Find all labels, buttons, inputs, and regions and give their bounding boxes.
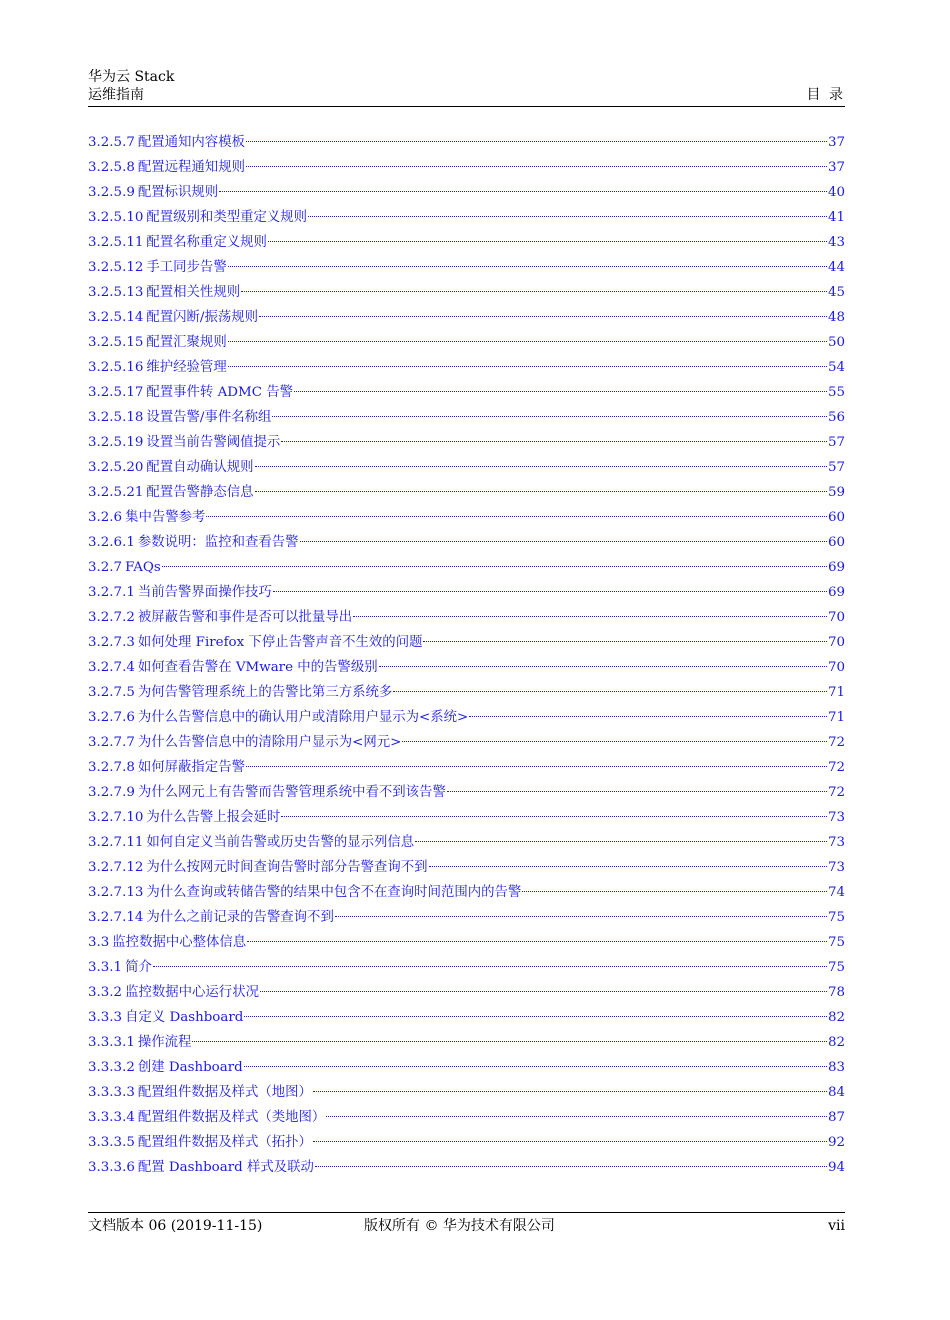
toc-entry-page: 56 xyxy=(827,410,845,425)
toc-entry-number: 3.2.7.1 xyxy=(88,585,135,600)
toc-entry[interactable] xyxy=(88,234,845,259)
toc-entry-title: 当前告警界面操作技巧 xyxy=(137,585,272,600)
toc-entry-number: 3.2.7.10 xyxy=(88,810,144,825)
footer-copyright: 版权所有 © 华为技术有限公司 xyxy=(364,1218,555,1234)
toc-dot-leader xyxy=(272,416,827,417)
toc-dot-leader xyxy=(308,216,827,217)
toc-entry-title: 配置组件数据及样式（类地图） xyxy=(137,1110,326,1125)
toc-dot-leader xyxy=(244,1066,827,1067)
toc-entry-title: 参数说明：监控和查看告警 xyxy=(137,535,299,550)
toc-entry-page: 72 xyxy=(827,760,845,775)
toc-entry[interactable] xyxy=(88,1009,845,1034)
toc-dot-leader xyxy=(522,891,827,892)
toc-entry[interactable] xyxy=(88,884,845,909)
toc-entry-number: 3.3 xyxy=(88,935,110,950)
toc-entry-page: 59 xyxy=(827,485,845,500)
toc-entry[interactable] xyxy=(88,384,845,409)
toc-entry[interactable] xyxy=(88,134,845,159)
toc-dot-leader xyxy=(415,841,827,842)
toc-entry-title: 如何自定义当前告警或历史告警的显示列信息 xyxy=(146,835,415,850)
toc-entry-number: 3.2.5.12 xyxy=(88,260,144,275)
toc-entry-number: 3.2.7.7 xyxy=(88,735,135,750)
toc-entry[interactable] xyxy=(88,434,845,459)
toc-entry-number: 3.3.3.6 xyxy=(88,1160,135,1175)
toc-dot-leader xyxy=(379,666,827,667)
toc-dot-leader xyxy=(162,566,827,567)
toc-entry[interactable] xyxy=(88,1059,845,1084)
toc-entry-page: 37 xyxy=(827,135,845,150)
toc-entry-number: 3.3.3.1 xyxy=(88,1035,135,1050)
toc-dot-leader xyxy=(335,916,827,917)
toc-entry[interactable] xyxy=(88,1159,845,1184)
toc-entry-title: 配置 Dashboard 样式及联动 xyxy=(137,1160,314,1175)
toc-entry-page: 83 xyxy=(827,1060,845,1075)
toc-entry[interactable] xyxy=(88,734,845,759)
toc-entry-title: 配置事件转 ADMC 告警 xyxy=(146,385,293,400)
toc-entry-page: 45 xyxy=(827,285,845,300)
toc-dot-leader xyxy=(273,591,827,592)
toc-entry[interactable] xyxy=(88,1084,845,1109)
toc-entry-title: 自定义 Dashboard xyxy=(125,1010,244,1025)
toc-entry-title: 操作流程 xyxy=(137,1035,192,1050)
toc-entry-page: 69 xyxy=(827,560,845,575)
toc-entry-title: 配置相关性规则 xyxy=(146,285,241,300)
toc-entry-number: 3.3.3.5 xyxy=(88,1135,135,1150)
toc-entry-title: 配置级别和类型重定义规则 xyxy=(146,210,308,225)
toc-dot-leader xyxy=(259,316,827,317)
toc-dot-leader xyxy=(402,741,827,742)
toc-entry-title: 设置当前告警阈值提示 xyxy=(146,435,281,450)
toc-entry-title: 如何屏蔽指定告警 xyxy=(137,760,245,775)
toc-entry-number: 3.3.3 xyxy=(88,1010,123,1025)
toc-dot-leader xyxy=(326,1116,827,1117)
toc-entry-title: 为什么之前记录的告警查询不到 xyxy=(146,910,334,925)
toc-entry[interactable] xyxy=(88,909,845,934)
toc-entry[interactable] xyxy=(88,184,845,209)
header-section: 目 录 xyxy=(806,87,845,103)
toc-dot-leader xyxy=(246,166,827,167)
toc-entry[interactable] xyxy=(88,984,845,1009)
toc-entry[interactable] xyxy=(88,409,845,434)
toc-entry-title: 为什么告警上报会延时 xyxy=(146,810,281,825)
toc-entry-number: 3.2.7.8 xyxy=(88,760,135,775)
toc-entry-number: 3.2.5.7 xyxy=(88,135,135,150)
toc-entry-number: 3.2.5.9 xyxy=(88,185,135,200)
toc-dot-leader xyxy=(393,691,827,692)
toc-entry-page: 82 xyxy=(827,1010,845,1025)
toc-entry[interactable] xyxy=(88,1134,845,1159)
toc-entry-number: 3.2.7.6 xyxy=(88,710,135,725)
toc-entry-number: 3.2.7.5 xyxy=(88,685,135,700)
toc-entry[interactable] xyxy=(88,1109,845,1134)
toc-dot-leader xyxy=(206,516,827,517)
toc-entry-number: 3.2.5.11 xyxy=(88,235,144,250)
toc-entry-number: 3.2.5.20 xyxy=(88,460,144,475)
toc-dot-leader xyxy=(353,616,827,617)
toc-entry-page: 78 xyxy=(827,985,845,1000)
toc-entry-page: 72 xyxy=(827,735,845,750)
toc-entry[interactable] xyxy=(88,1034,845,1059)
toc-entry[interactable] xyxy=(88,609,845,634)
toc-entry[interactable] xyxy=(88,209,845,234)
toc-entry[interactable] xyxy=(88,634,845,659)
toc-entry[interactable] xyxy=(88,859,845,884)
toc-entry-number: 3.2.5.21 xyxy=(88,485,144,500)
toc-dot-leader xyxy=(281,816,827,817)
toc-entry-number: 3.2.5.15 xyxy=(88,335,144,350)
toc-entry-title: 配置远程通知规则 xyxy=(137,160,245,175)
toc-entry[interactable] xyxy=(88,659,845,684)
toc-dot-leader xyxy=(423,641,826,642)
toc-entry-number: 3.2.7.11 xyxy=(88,835,144,850)
toc-dot-leader xyxy=(447,791,827,792)
toc-dot-leader xyxy=(429,866,827,867)
toc-entry-title: 配置组件数据及样式（拓扑） xyxy=(137,1135,312,1150)
toc-entry-page: 71 xyxy=(827,685,845,700)
toc-entry-page: 84 xyxy=(827,1085,845,1100)
toc-entry-page: 60 xyxy=(827,535,845,550)
toc-entry[interactable] xyxy=(88,459,845,484)
toc-entry-title: 为什么告警信息中的清除用户显示为<网元> xyxy=(137,735,402,750)
toc-entry-title: 配置标识规则 xyxy=(137,185,219,200)
toc-entry-number: 3.2.6.1 xyxy=(88,535,135,550)
toc-entry-number: 3.3.1 xyxy=(88,960,123,975)
toc-dot-leader xyxy=(247,941,827,942)
toc-entry[interactable] xyxy=(88,509,845,534)
toc-entry-title: 配置通知内容模板 xyxy=(137,135,245,150)
toc-entry-page: 55 xyxy=(827,385,845,400)
toc-entry-number: 3.2.5.10 xyxy=(88,210,144,225)
toc-entry-title: 如何查看告警在 VMware 中的告警级别 xyxy=(137,660,378,675)
page-footer xyxy=(88,1212,845,1239)
table-of-contents xyxy=(88,134,845,1184)
toc-entry-page: 60 xyxy=(827,510,845,525)
toc-entry-title: 维护经验管理 xyxy=(146,360,227,375)
toc-dot-leader xyxy=(300,541,827,542)
toc-entry[interactable] xyxy=(88,684,845,709)
toc-dot-leader xyxy=(281,441,827,442)
toc-dot-leader xyxy=(153,966,827,967)
toc-entry-title: 简介 xyxy=(125,960,152,975)
toc-entry-number: 3.2.7.9 xyxy=(88,785,135,800)
toc-entry-page: 54 xyxy=(827,360,845,375)
toc-entry-page: 50 xyxy=(827,335,845,350)
toc-entry-title: 配置自动确认规则 xyxy=(146,460,254,475)
toc-entry[interactable] xyxy=(88,484,845,509)
toc-entry-page: 43 xyxy=(827,235,845,250)
header-product: 华为云 Stack xyxy=(88,69,175,85)
toc-entry[interactable] xyxy=(88,834,845,859)
toc-entry-title: 监控数据中心整体信息 xyxy=(112,935,247,950)
toc-entry-page: 82 xyxy=(827,1035,845,1050)
toc-entry-number: 3.3.3.4 xyxy=(88,1110,135,1125)
toc-entry-title: 为什么网元上有告警而告警管理系统中看不到该告警 xyxy=(137,785,446,800)
toc-entry[interactable] xyxy=(88,334,845,359)
toc-dot-leader xyxy=(219,191,827,192)
toc-entry-number: 3.2.5.18 xyxy=(88,410,144,425)
toc-entry-page: 44 xyxy=(827,260,845,275)
toc-entry[interactable] xyxy=(88,759,845,784)
toc-entry-number: 3.3.2 xyxy=(88,985,123,1000)
toc-entry-title: 为何告警管理系统上的告警比第三方系统多 xyxy=(137,685,393,700)
toc-entry-number: 3.2.7.4 xyxy=(88,660,135,675)
toc-dot-leader xyxy=(241,291,827,292)
toc-entry-number: 3.3.3.3 xyxy=(88,1085,135,1100)
toc-entry-page: 57 xyxy=(827,435,845,450)
toc-entry[interactable] xyxy=(88,284,845,309)
toc-dot-leader xyxy=(228,266,827,267)
toc-dot-leader xyxy=(260,991,827,992)
toc-entry-number: 3.2.5.16 xyxy=(88,360,144,375)
toc-entry-number: 3.2.7.3 xyxy=(88,635,135,650)
toc-dot-leader xyxy=(246,766,827,767)
toc-entry-title: 设置告警/事件名称组 xyxy=(146,410,272,425)
toc-entry-page: 71 xyxy=(827,710,845,725)
toc-entry-title: 监控数据中心运行状况 xyxy=(125,985,259,1000)
toc-entry-page: 69 xyxy=(827,585,845,600)
toc-entry-title: 配置告警静态信息 xyxy=(146,485,254,500)
toc-entry[interactable] xyxy=(88,709,845,734)
toc-dot-leader xyxy=(228,341,827,342)
toc-dot-leader xyxy=(255,466,827,467)
toc-entry-page: 94 xyxy=(827,1160,845,1175)
toc-entry-page: 41 xyxy=(827,210,845,225)
toc-dot-leader xyxy=(244,1016,827,1017)
toc-entry[interactable] xyxy=(88,159,845,184)
toc-entry-page: 70 xyxy=(827,660,845,675)
toc-entry[interactable] xyxy=(88,809,845,834)
toc-entry-page: 74 xyxy=(827,885,845,900)
toc-entry[interactable] xyxy=(88,309,845,334)
toc-dot-leader xyxy=(246,141,827,142)
toc-entry-title: 为什么查询或转储告警的结果中包含不在查询时间范围内的告警 xyxy=(146,885,522,900)
footer-doc-version: 文档版本 06 (2019-11-15) xyxy=(88,1218,263,1234)
toc-entry-page: 70 xyxy=(827,635,845,650)
toc-dot-leader xyxy=(313,1141,827,1142)
toc-entry-page: 40 xyxy=(827,185,845,200)
toc-entry-title: 配置闪断/振荡规则 xyxy=(146,310,259,325)
toc-dot-leader xyxy=(192,1041,827,1042)
toc-entry[interactable] xyxy=(88,559,845,584)
toc-entry-number: 3.2.7 xyxy=(88,560,123,575)
toc-entry-number: 3.2.5.14 xyxy=(88,310,144,325)
toc-entry-title: 创建 Dashboard xyxy=(137,1060,243,1075)
toc-entry[interactable] xyxy=(88,784,845,809)
toc-entry-page: 73 xyxy=(827,860,845,875)
toc-entry[interactable] xyxy=(88,959,845,984)
toc-entry-title: 手工同步告警 xyxy=(146,260,227,275)
toc-entry-number: 3.2.5.8 xyxy=(88,160,135,175)
toc-entry[interactable] xyxy=(88,584,845,609)
toc-entry-number: 3.2.7.12 xyxy=(88,860,144,875)
toc-dot-leader xyxy=(315,1166,827,1167)
header-doc-title: 运维指南 xyxy=(88,87,144,103)
toc-entry-title: 被屏蔽告警和事件是否可以批量导出 xyxy=(137,610,353,625)
toc-entry-title: 为什么告警信息中的确认用户或清除用户显示为<系统> xyxy=(137,710,469,725)
toc-entry-page: 57 xyxy=(827,460,845,475)
toc-entry-page: 92 xyxy=(827,1135,845,1150)
toc-entry-page: 75 xyxy=(827,960,845,975)
toc-entry-number: 3.2.6 xyxy=(88,510,123,525)
toc-entry-number: 3.3.3.2 xyxy=(88,1060,135,1075)
toc-entry[interactable] xyxy=(88,934,845,959)
toc-entry-page: 73 xyxy=(827,810,845,825)
toc-dot-leader xyxy=(228,366,827,367)
toc-entry-title: 如何处理 Firefox 下停止告警声音不生效的问题 xyxy=(137,635,423,650)
toc-entry-number: 3.2.7.14 xyxy=(88,910,144,925)
toc-dot-leader xyxy=(268,241,827,242)
toc-entry-title: 配置组件数据及样式（地图） xyxy=(137,1085,312,1100)
toc-entry-page: 72 xyxy=(827,785,845,800)
toc-entry-number: 3.2.7.2 xyxy=(88,610,135,625)
toc-entry-title: 配置汇聚规则 xyxy=(146,335,227,350)
footer-page-number: vii xyxy=(828,1218,845,1234)
toc-entry-title: FAQs xyxy=(125,560,161,575)
toc-entry-title: 配置名称重定义规则 xyxy=(146,235,267,250)
toc-entry-page: 87 xyxy=(827,1110,845,1125)
toc-entry-number: 3.2.7.13 xyxy=(88,885,144,900)
toc-entry-page: 75 xyxy=(827,910,845,925)
toc-entry[interactable] xyxy=(88,534,845,559)
toc-entry-number: 3.2.5.13 xyxy=(88,285,144,300)
toc-entry[interactable] xyxy=(88,259,845,284)
toc-dot-leader xyxy=(255,491,827,492)
toc-dot-leader xyxy=(313,1091,827,1092)
toc-entry[interactable] xyxy=(88,359,845,384)
page-header xyxy=(88,68,845,107)
toc-entry-title: 为什么按网元时间查询告警时部分告警查询不到 xyxy=(146,860,428,875)
toc-dot-leader xyxy=(469,716,827,717)
toc-entry-number: 3.2.5.17 xyxy=(88,385,144,400)
toc-entry-title: 集中告警参考 xyxy=(125,510,206,525)
toc-entry-number: 3.2.5.19 xyxy=(88,435,144,450)
toc-entry-page: 48 xyxy=(827,310,845,325)
toc-dot-leader xyxy=(294,391,827,392)
toc-entry-page: 37 xyxy=(827,160,845,175)
toc-entry-page: 70 xyxy=(827,610,845,625)
toc-entry-page: 75 xyxy=(827,935,845,950)
toc-entry-page: 73 xyxy=(827,835,845,850)
